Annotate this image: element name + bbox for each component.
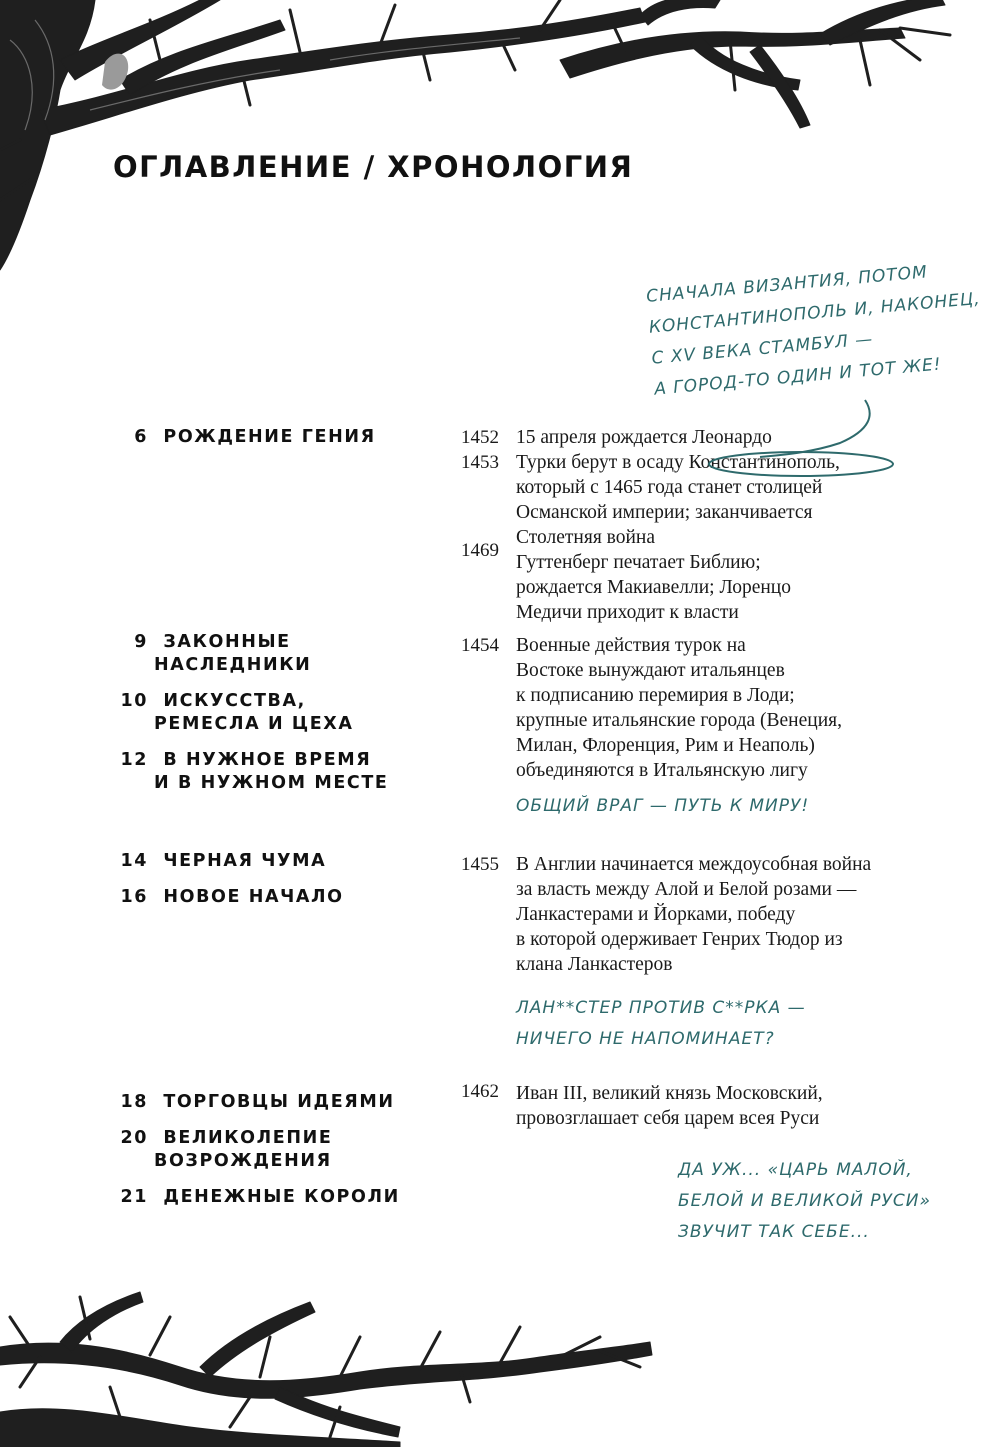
tree-branches-top-illustration [0, 0, 987, 280]
chronology-event: Турки берут в осаду Константинополь, который с 1465 года станет столицей Османской империи; заканчивается Столетняя война [516, 452, 840, 548]
toc-entry-title: РОЖДЕНИЕ ГЕНИЯ [163, 427, 376, 447]
page-title: ОГЛАВЛЕНИЕ / ХРОНОЛОГИЯ [113, 150, 634, 184]
chronology-year: 1454 [461, 635, 499, 656]
chronology-event: В Англии начинается междоусобная война за власть между Алой и Белой розами — Ланкастерами и Йорками, победу в которой одерживает Генрих Тюдор из клана Ланкастеров [516, 854, 872, 975]
toc-entry-title-continuation: РЕМЕСЛА И ЦЕХА [154, 714, 354, 734]
handwritten-note-tsar: ДА УЖ... «ЦАРЬ МАЛОЙ, БЕЛОЙ И ВЕЛИКОЙ РУСИ» ЗВУЧИТ ТАК СЕБЕ... [678, 1160, 931, 1242]
chronology-year: 1455 [461, 854, 499, 875]
chronology-year: 1452 [461, 427, 499, 448]
toc-entry[interactable] [112, 1186, 412, 1209]
toc-page-number: 6 [134, 427, 148, 447]
toc-page-number: 9 [134, 632, 148, 652]
toc-entry[interactable] [112, 690, 412, 736]
toc-entry[interactable] [112, 426, 412, 449]
toc-page-number: 21 [120, 1187, 148, 1207]
toc-entry-title: ЗАКОННЫЕ [163, 632, 291, 652]
toc-page-number: 10 [120, 691, 148, 711]
handwritten-note-enemy: ОБЩИЙ ВРАГ — ПУТЬ К МИРУ! [516, 796, 810, 816]
toc-entry[interactable] [112, 631, 412, 677]
toc-entry[interactable] [112, 1127, 412, 1173]
toc-page-number: 18 [120, 1092, 148, 1112]
chronology-year: 1462 [461, 1081, 499, 1102]
toc-page-number: 14 [120, 851, 148, 871]
chronology-event: Военные действия турок на Востоке вынуждают итальянцев к подписанию перемирия в Лоди; крупные итальянские города (Венеция, Милан, Флоренция, Рим и Неаполь) объединяются в Итальянскую лигу [516, 635, 842, 781]
toc-entry-title: НОВОЕ НАЧАЛО [163, 887, 344, 907]
toc-entry[interactable] [112, 850, 412, 873]
toc-entry-title-continuation: НАСЛЕДНИКИ [154, 655, 312, 675]
chronology-year: 1469 [461, 540, 499, 561]
chronology-event: Гуттенберг печатает Библию; рождается Макиавелли; Лоренцо Медичи приходит к власти [516, 552, 791, 623]
toc-entry-title-continuation: ВОЗРОЖДЕНИЯ [154, 1151, 332, 1171]
toc-entry-title: ИСКУССТВА, [163, 691, 306, 711]
toc-page-number: 12 [120, 750, 148, 770]
toc-page-number: 20 [120, 1128, 148, 1148]
chronology-event: 15 апреля рождается Леонардо [516, 427, 772, 448]
toc-entry-title-continuation: И В НУЖНОМ МЕСТЕ [154, 773, 389, 793]
toc-entry-title: ДЕНЕЖНЫЕ КОРОЛИ [163, 1187, 400, 1207]
chronology-event: Иван III, великий князь Московский, провозглашает себя царем всея Руси [516, 1083, 823, 1129]
handwritten-note-byzantium: СНАЧАЛА ВИЗАНТИЯ, ПОТОМ КОНСТАНТИНОПОЛЬ И, НАКОНЕЦ, С XV ВЕКА СТАМБУЛ — А ГОРОД-ТО ОДИН И ТОТ ЖЕ! [645, 262, 982, 400]
toc-entry-title: В НУЖНОЕ ВРЕМЯ [163, 750, 372, 770]
toc-entry[interactable] [112, 749, 412, 795]
toc-entry[interactable] [112, 1091, 412, 1114]
tree-branches-bottom-illustration [0, 1277, 700, 1447]
highlight-circle [704, 448, 904, 482]
toc-page-number: 16 [120, 887, 148, 907]
toc-entry[interactable] [112, 886, 412, 909]
toc-entry-title: ЧЕРНАЯ ЧУМА [163, 851, 327, 871]
chronology-year: 1453 [461, 452, 499, 473]
toc-entry-title: ТОРГОВЦЫ ИДЕЯМИ [163, 1092, 395, 1112]
toc-entry-title: ВЕЛИКОЛЕПИЕ [163, 1128, 333, 1148]
handwritten-note-lannister: ЛАН**СТЕР ПРОТИВ С**РКА — НИЧЕГО НЕ НАПОМИНАЕТ? [516, 998, 806, 1049]
